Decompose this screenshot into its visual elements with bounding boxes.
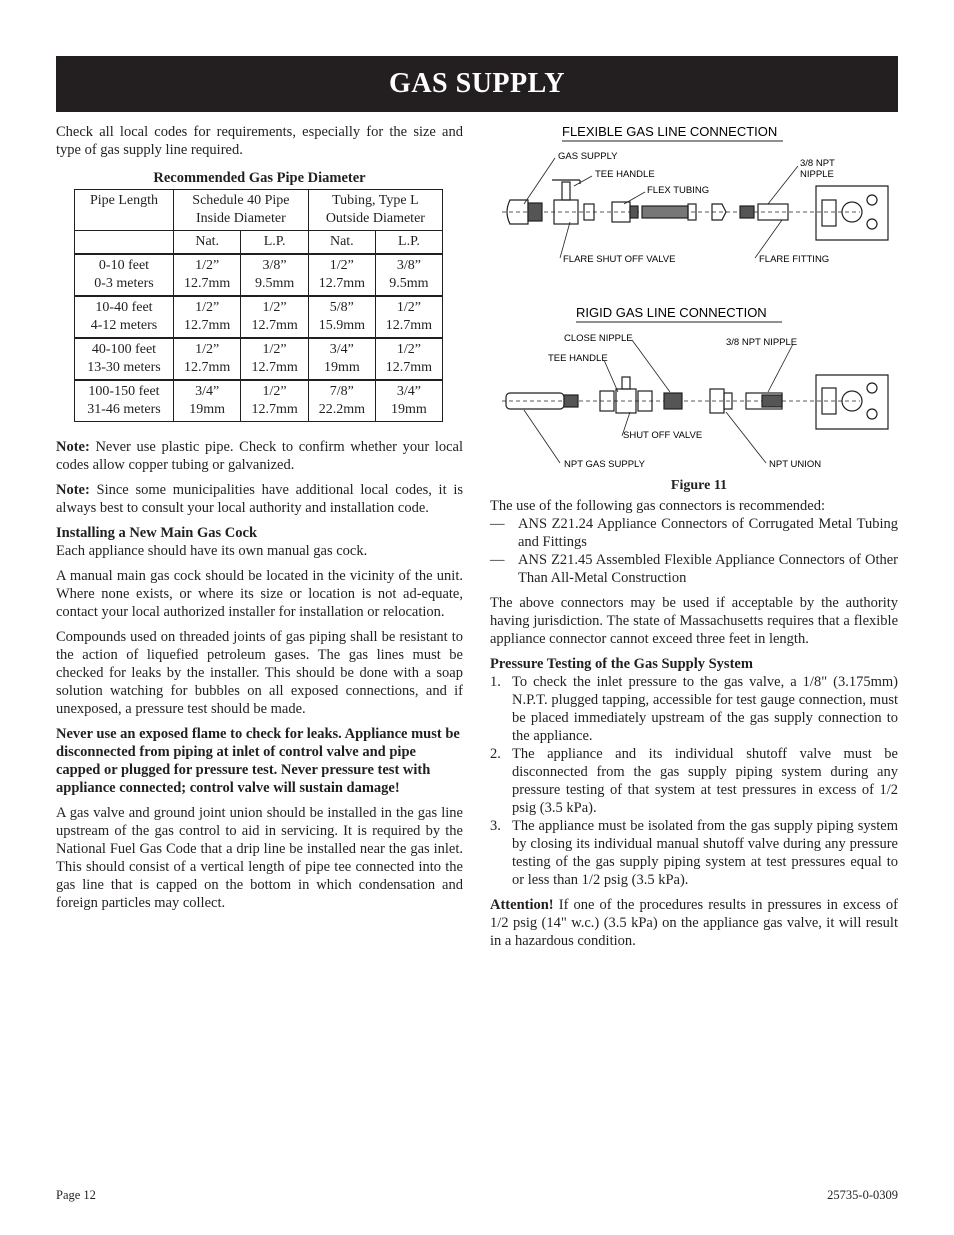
gas-pipe-table xyxy=(74,189,443,422)
list-item-text: ANS Z21.24 Appliance Connectors of Corrugated Metal Tubing and Fittings xyxy=(518,516,898,550)
list-item xyxy=(490,817,898,889)
flex-label-npt-nipple: NIPPLE xyxy=(800,169,834,180)
flex-label-flex-tubing: FLEX TUBING xyxy=(647,185,710,196)
table-row xyxy=(75,296,443,338)
flex-label-gas-supply: GAS SUPPLY xyxy=(558,151,618,162)
list-dash: — xyxy=(490,516,505,532)
table-subheader-cell: Nat. xyxy=(174,231,241,255)
note-label: Note: xyxy=(56,482,90,498)
intro-paragraph: Check all local codes for requirements, especially for the size and type of gas supply line required. xyxy=(56,124,463,158)
table-header-cell: Pipe Length xyxy=(75,190,174,231)
page-number: Page 12 xyxy=(56,1188,96,1202)
table-cell: 1/2” 12.7mm xyxy=(241,338,308,380)
note-local-codes xyxy=(56,481,463,517)
note-text: Never use plastic pipe. Check to confirm whether your local codes allow copper tubing or galvanized. xyxy=(56,439,463,473)
rigid-label-shut-off-valve: SHUT OFF VALVE xyxy=(623,430,703,441)
table-subheader-cell xyxy=(75,231,174,255)
connectors-note: The above connectors may be used if acceptable by the authority having jurisdiction. The state of Massachusetts requires that a flexible appliance connector cannot exceed three feet in length. xyxy=(490,595,898,647)
list-item-text: The appliance and its individual shutoff valve must be disconnected from the gas supply piping system during any pressure testing of that system at test pressures in excess of 1/2 psig (3.5 kPa). xyxy=(512,746,898,816)
flex-label-npt-nipple: 3/8 NPT xyxy=(800,158,835,169)
list-item-text: ANS Z21.45 Assembled Flexible Appliance Connectors of Other Than All-Metal Construction xyxy=(518,552,898,586)
table-cell: 3/8” 9.5mm xyxy=(241,254,308,296)
compounds-paragraph: Compounds used on threaded joints of gas piping shall be resistant to the action of liquefied petroleum gases. The gas lines must be checked for leaks by the installer. This should be done with a soap solution watching for bubbles on all exposed connections, and if unexposed, a pressure test should be made. xyxy=(56,629,463,717)
table-title: Recommended Gas Pipe Diameter xyxy=(153,170,366,186)
pressure-testing-heading: Pressure Testing of the Gas Supply System xyxy=(490,656,753,672)
table-cell: 5/8” 15.9mm xyxy=(308,296,375,338)
page-title: GAS SUPPLY xyxy=(389,68,565,99)
table-cell: 10-40 feet 4-12 meters xyxy=(75,296,174,338)
table-cell: 1/2” 12.7mm xyxy=(375,296,442,338)
figure-caption: Figure 11 xyxy=(670,478,728,493)
right-column xyxy=(490,497,898,957)
list-item xyxy=(490,551,898,587)
rigid-label-npt-nipple: 3/8 NPT NIPPLE xyxy=(726,337,798,348)
connectors-intro: The use of the following gas connectors is recommended: xyxy=(490,498,826,514)
valve-union-paragraph: A gas valve and ground joint union should be installed in the gas line upstream of the gas control to aid in servicing. It is required by the National Fuel Gas Code that a drip line be installed near the gas inlet. This should consist of a vertical length of pipe tee connected into the gas line that is capped on the bottom in which condensation and foreign particles may collect. xyxy=(56,805,463,911)
list-number: 1. xyxy=(490,674,501,690)
table-row xyxy=(75,338,443,380)
table-cell: 40-100 feet 13-30 meters xyxy=(75,338,174,380)
table-subheader-row xyxy=(75,231,443,255)
table-cell: 3/4” 19mm xyxy=(174,380,241,422)
note-plastic-pipe xyxy=(56,438,463,474)
table-header-row xyxy=(75,190,443,231)
list-item xyxy=(490,515,898,551)
main-gas-cock-paragraph-1: Each appliance should have its own manual gas cock. xyxy=(56,543,368,559)
table-cell: 1/2” 12.7mm xyxy=(174,338,241,380)
flex-label-flare-fitting: FLARE FITTING xyxy=(759,254,830,265)
table-row xyxy=(75,380,443,422)
list-item-text: The appliance must be isolated from the gas supply piping system by closing its individual manual shutoff valve during any pressure testing of the gas supply piping system at test pressures equal to or less than 1/2 psig (3.5 kPa). xyxy=(512,818,898,888)
table-cell: 100-150 feet 31-46 meters xyxy=(75,380,174,422)
list-number: 3. xyxy=(490,818,501,834)
table-cell: 1/2” 12.7mm xyxy=(308,254,375,296)
connectors-list xyxy=(490,515,898,587)
note-text: Since some municipalities have additional local codes, it is always best to consult your local authority and installation code. xyxy=(56,482,463,516)
document-number: 25735-0-0309 xyxy=(827,1188,898,1202)
flex-label-tee-handle: TEE HANDLE xyxy=(595,169,655,180)
main-gas-cock-paragraph-2: A manual main gas cock should be located in the vicinity of the unit. Where none exists, or where its size or location is not ad-equate, contact your local authorized installer for installation or relocation. xyxy=(56,568,463,620)
table-cell: 7/8” 22.2mm xyxy=(308,380,375,422)
table-cell: 1/2” 12.7mm xyxy=(241,380,308,422)
flame-warning: Never use an exposed flame to check for leaks. Appliance must be disconnected from piping at inlet of control valve and pipe capped or plugged for pressure test. Never pressure test with appliance connected; control valve will sustain damage! xyxy=(56,726,460,796)
note-label: Note: xyxy=(56,439,90,455)
flex-label-flare-valve: FLARE SHUT OFF VALVE xyxy=(563,254,676,265)
table-subheader-cell: L.P. xyxy=(241,231,308,255)
table-body xyxy=(75,254,443,422)
rigid-label-npt-gas-supply: NPT GAS SUPPLY xyxy=(564,459,645,470)
table-header-cell: Schedule 40 Pipe Inside Diameter xyxy=(174,190,309,231)
table-cell: 0-10 feet 0-3 meters xyxy=(75,254,174,296)
table-cell: 3/4” 19mm xyxy=(375,380,442,422)
main-gas-cock-heading: Installing a New Main Gas Cock xyxy=(56,525,258,541)
list-item-text: To check the inlet pressure to the gas valve, a 1/8" (3.175mm) N.P.T. plugged tapping, accessible for test gauge connection, must be placed immediately upstream of the gas supply connection to the appliance. xyxy=(512,674,898,744)
rigid-label-close-nipple: CLOSE NIPPLE xyxy=(564,333,633,344)
table-cell: 3/4” 19mm xyxy=(308,338,375,380)
table-subheader-cell: Nat. xyxy=(308,231,375,255)
table-cell: 1/2” 12.7mm xyxy=(174,254,241,296)
table-cell: 1/2” 12.7mm xyxy=(241,296,308,338)
left-column xyxy=(56,123,463,919)
page-banner xyxy=(56,56,898,112)
flex-connection-title: FLEXIBLE GAS LINE CONNECTION xyxy=(562,124,778,139)
rigid-label-tee-handle: TEE HANDLE xyxy=(548,353,608,364)
table-row xyxy=(75,254,443,296)
list-number: 2. xyxy=(490,746,501,762)
table-cell: 3/8” 9.5mm xyxy=(375,254,442,296)
table-cell: 1/2” 12.7mm xyxy=(375,338,442,380)
figure-11 xyxy=(500,120,898,495)
table-header-cell: Tubing, Type L Outside Diameter xyxy=(308,190,442,231)
gas-connection-diagram xyxy=(500,120,898,475)
table-cell: 1/2” 12.7mm xyxy=(174,296,241,338)
attention-text: If one of the procedures results in pressures in excess of 1/2 psig (14" w.c.) (3.5 kPa) on the appliance gas valve, it will result in a hazardous condition. xyxy=(490,897,898,949)
pressure-testing-list xyxy=(490,673,898,889)
list-dash: — xyxy=(490,552,505,568)
list-item xyxy=(490,745,898,817)
rigid-assembly-drawing xyxy=(502,375,888,429)
attention-label: Attention! xyxy=(490,897,554,913)
rigid-label-npt-union: NPT UNION xyxy=(769,459,822,470)
table-subheader-cell: L.P. xyxy=(375,231,442,255)
rigid-connection-title: RIGID GAS LINE CONNECTION xyxy=(576,305,767,320)
attention-paragraph xyxy=(490,896,898,950)
list-item xyxy=(490,673,898,745)
